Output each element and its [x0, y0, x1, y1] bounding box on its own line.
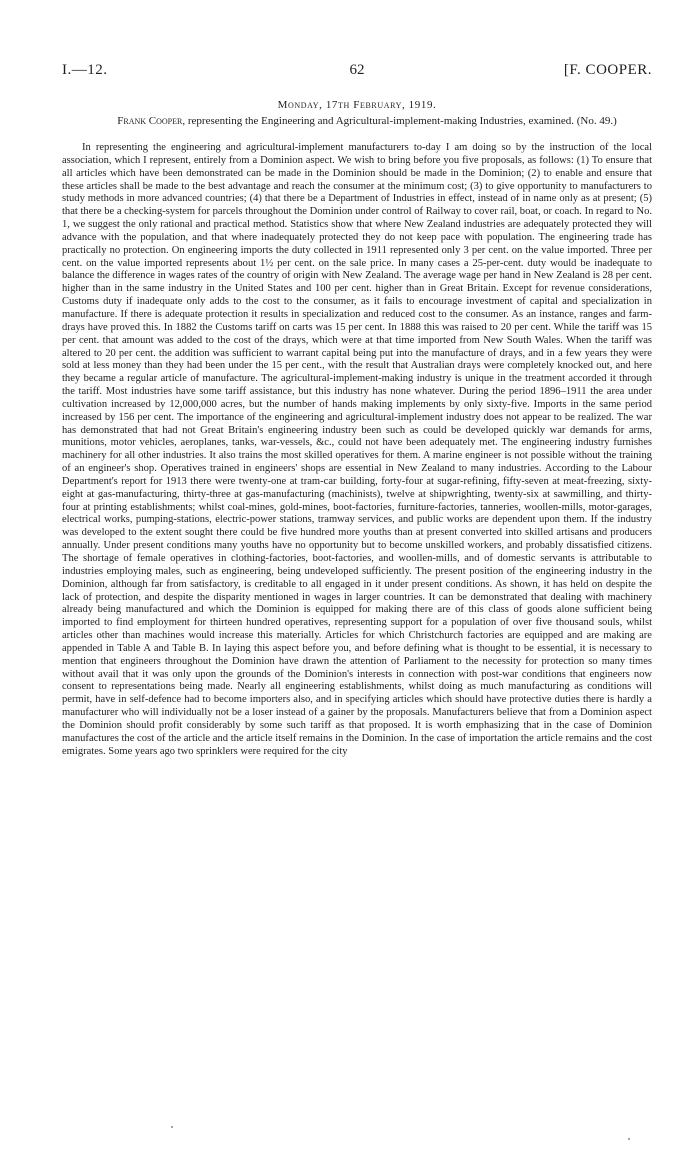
witness-name: Frank Cooper [117, 115, 183, 127]
page-header [62, 62, 652, 82]
scan-speck [628, 1138, 630, 1140]
evidence-paragraph: In representing the engineering and agricultural-implement manufacturers to-day I am doing so by the instruction of the local association, which I represent, entirely from a Dominion aspect. We wish to bring before you five proposals, as follows: (1) To ensure that all articles which have been demonstrated can be made in the Dominion should be made in the Dominion; (2) to enable and ensure that these articles shall be made to the best advantage and reach the consumer at the minimum cost; (3) to give opportunity to manufacturers to study methods in more advanced countries; (4) that there be a Department of Industries in effect, instead of in name only as at present; (5) that there be a checking-system for parcels throughout the Dominion under control of Railway to cover rail, boat, or coach. In regard to No. 1, we suggest the only rational and practical method. Statistics show that where New Zealand industries are adequately protected they will advance with the population, and that where inadequately protected they do not keep pace with population. The engineering trade has practically no protection. On engineering imports the duty collected in 1911 represented only 3 per cent. on the value imported. Three per cent. on the value imported represents about 1½ per cent. on the sale price. In many cases a 25-per-cent. duty would be inadequate to balance the difference in wages rates of the country of origin with New Zealand. The average wage per hand in New Zealand is 28 per cent. higher than in the same industry in the United States and 100 per cent. higher than in Great Britain. Except for revenue considerations, Customs duty if inadequate only adds to the cost to the consumer, as it fails to encourage investment of capital and specialization in manufacture. If there is adequate protection it results in specialization and reduced cost to the consumer. As an instance, ranges and farm-drays have proved this. In 1882 the Customs tariff on carts was 15 per cent. In 1888 this was raised to 20 per cent. While the tariff was 15 per cent. that amount was added to the cost of the drays, which were at that time imported from New South Wales. When the tariff was altered to 20 per cent. the addition was sufficient to warrant capital being put into the manufacture of drays, and in a few years they were sold at less money than they had been under the 15 per cent., with the result that Australian drays were completely knocked out, and here they became a regular article of manufacture. The agricultural-implement-making industry is unique in the treatment accorded it through the tariff. Most industries have some tariff assistance, but this industry has none whatever. During the period 1896–1911 the area under cultivation increased by 12,000,000 acres, but the number of hands making implements by only sixty-five. Imports in the same period increased by 156 per cent. The importance of the engineering and agricultural-implement industry does not appear to be realized. The war has demonstrated that had not Great Britain's engineering industry been such as could be developed quickly war demands for arms, munitions, motor vehicles, aeroplanes, tanks, war-vessels, &c., could not have been adequately met. The engineering industry furnishes machinery for all other industries. It also trains the most skilled operatives for them. A marine engineer is not possible without the training of an engineer's shop. Operatives trained in engineers' shops are essential in New Zealand to many industries. According to the Labour Department's report for 1913 there were twenty-one at tram-car building, forty-four at sugar-refining, fifty-seven at meat-freezing, sixty-eight at gas-manufacturing, thirty-three at gas-manufacturing (machinists), twelve at shipwrighting, twenty-six at sawmilling, and thirty-four at printing establishments; whilst coal-mines, gold-mines, boot-factories, furniture-factories, tanneries, woollen-mills, motor-garages, electrical works, pumping-stations, electric-power stations, tramway services, and public works are dependent upon them. If the industry was developed to the extent sought there could be five hundred more youths than at present converted into skilled artisans and producers annually. Under present conditions many youths have no opportunity but to become unskilled workers, and probably dissatisfied citizens. The shortage of female operatives in clothing-factories, boot-factories, and woollen-mills, and of domestic servants is attributable to industries employing males, such as engineering, being undeveloped sufficiently. The present position of the engineering industry in the Dominion, although far from satisfactory, is creditable to all engaged in it under present conditions. As shown, it has held on despite the lack of protection, and despite the disparity mentioned in wages in larger countries. It can be demonstrated that dealing with machinery already being manufactured and which the Dominion is equipped for making there are of this class of goods alone sufficient being imported to find employment for thirteen hundred operatives, representing support for a population of over five thousand souls, whilst articles other than machines would increase this materially. Articles for which Christchurch factories are equipped and are making are appended in Table A and Table B. In laying this aspect before you, and before defining what is thought to be essential, it is necessary to mention that engineers throughout the Dominion have drawn the attention of Parliament to the necessity for protection so many times without avail that it was only upon the grounds of the Dominion's interests in connection with post-war conditions that engineers now consent to representations being made. Nearly all engineering establishments, whilst doing as much manufacturing as conditions will permit, have in self-defence had to become importers also, and in specifying articles which should have protective duties there is hardly a manufacturer who will individually not be a loser instead of a gainer by the proposals. Manufacturers believe that from a Dominion aspect the Dominion should profit considerably by some such tariff as that proposed. It is worth emphasizing that in the case of Dominion manufactures the cost of the article and the article itself remains in the Dominion. In the case of importation the article remains and the cost emigrates. Some years ago two sprinklers were required for the city [62, 142, 652, 757]
speaker-reference: [F. COOPER. [563, 62, 652, 78]
scan-speck [171, 1126, 173, 1128]
witness-heading [82, 115, 652, 128]
date-line: Monday, 17th February, 1919. [277, 99, 437, 111]
page-reference: I.—12. [62, 62, 108, 78]
page-number: 62 [349, 62, 365, 78]
witness-description: , representing the Engineering and Agricultural-implement-making Industries, examined. (No. 49.) [182, 115, 617, 127]
